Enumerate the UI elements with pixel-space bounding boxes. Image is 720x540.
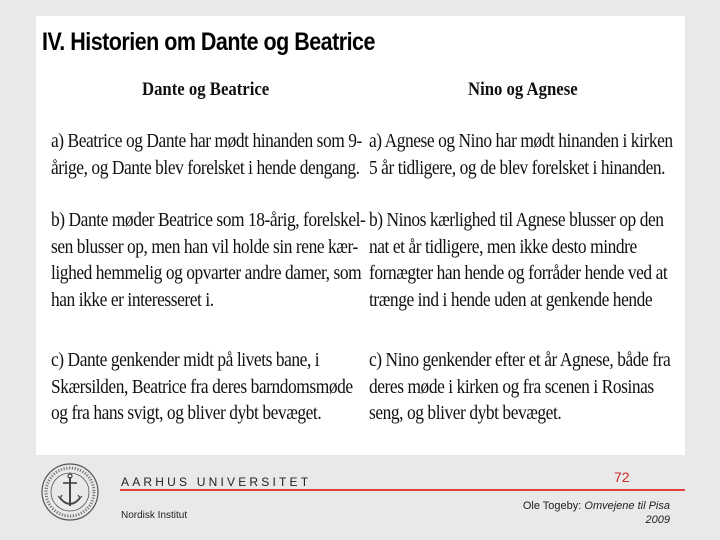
text-line: a) Agnese og Nino har mødt hinanden i kirken: [369, 130, 673, 152]
university-seal-icon: [40, 462, 100, 522]
author-name: Ole Togeby:: [522, 500, 582, 512]
author-credit: [523, 500, 670, 512]
text-line: b) Ninos kærlighed til Agnese blusser op den: [369, 209, 664, 231]
footer-divider: [120, 489, 685, 491]
text-line: seng, og bliver dybt bevæget.: [369, 402, 562, 424]
text-line: sen blusser op, men han vil holde sin rene kær-: [51, 235, 358, 258]
text-line: 5 år tidligere, og de blev forelsket i hinanden.: [369, 156, 666, 179]
column-title-dante: Dante og Beatrice: [142, 79, 270, 100]
text-line: deres møde i kirken og fra scenen i Rosinas: [369, 375, 654, 398]
paragraph-dante-a: [51, 128, 362, 181]
text-line: c) Dante genkender midt på livets bane, i: [51, 349, 320, 371]
paragraph-nino-a: [369, 128, 673, 181]
text-line: årige, og Dante blev forelsket i hende dengang.: [51, 156, 360, 179]
text-line: og fra hans svigt, og bliver dybt bevæget.: [51, 402, 322, 424]
text-line: Skærsilden, Beatrice fra deres barndomsmøde: [51, 375, 353, 398]
text-line: han ikke er interesseret i.: [51, 288, 214, 311]
work-title: Omvejene til Pisa: [584, 500, 670, 512]
column-title-nino: Nino og Agnese: [468, 79, 578, 100]
text-line: b) Dante møder Beatrice som 18-årig, forelskel-: [51, 209, 366, 231]
university-name: AARHUS UNIVERSITET: [121, 475, 312, 489]
text-line: c) Nino genkender efter et år Agnese, både fra: [369, 349, 671, 371]
slide-content: [36, 16, 685, 455]
publication-year: 2009: [645, 514, 670, 526]
text-line: trænge ind i hende uden at genkende hende: [369, 288, 653, 311]
paragraph-nino-b: [369, 207, 667, 313]
paragraph-dante-c: [51, 347, 353, 427]
paragraph-nino-c: [369, 347, 670, 427]
page-number: 72: [614, 469, 630, 485]
institute-name: Nordisk Institut: [121, 510, 188, 521]
text-line: nat et år tidligere, men ikke desto mindre: [369, 235, 637, 258]
slide-heading: IV. Historien om Dante og Beatrice: [42, 28, 375, 56]
text-line: lighed hemmelig og opvarter andre damer, som: [51, 262, 362, 284]
text-line: fornægter han hende og forråder hende ved at: [369, 262, 668, 284]
text-line: a) Beatrice og Dante har mødt hinanden som 9-: [51, 130, 362, 152]
paragraph-dante-b: [51, 207, 365, 313]
